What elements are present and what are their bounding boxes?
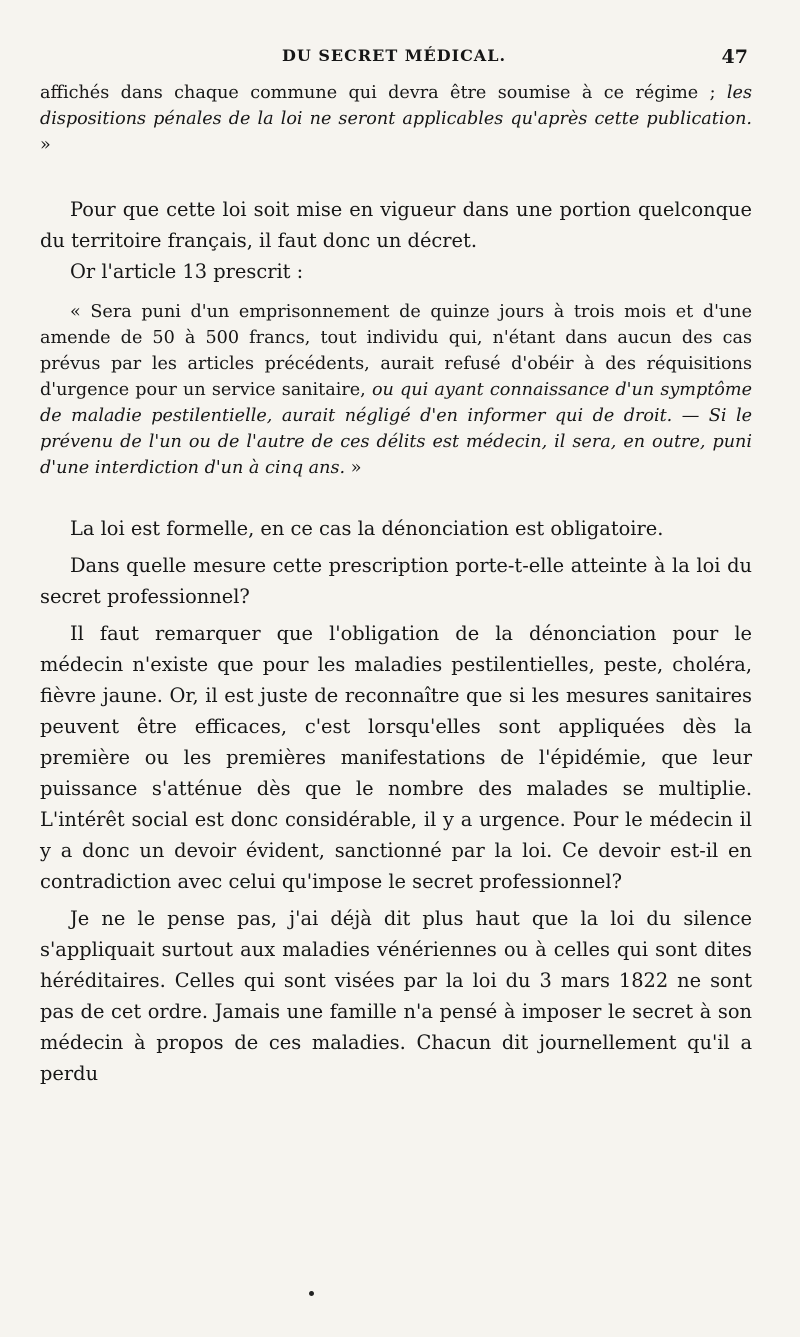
continued-text: affichés dans chaque commune qui devra être soumise à ce régime ;: [40, 83, 727, 103]
page-body: [40, 80, 752, 1089]
running-header: [40, 46, 748, 72]
paragraph-obligation: Il faut remarquer que l'obligation de la dénonciation pour le médecin n'existe que pour les maladies pestilentielles, peste, choléra, fièvre jaune. Or, il est juste de reconnaître que si les mesures sanitaires peuvent être efficaces, c'est lorsqu'elles sont appliquées dès la première ou les premières manifestations de l'épidémie, que leur puissance s'atténue dès que le nombre des malades se multiplie. L'intérêt social est donc considérable, il y a urgence. Pour le médecin il y a donc un devoir évident, sanctionné par la loi. Ce devoir est-il en contradiction avec celui qu'impose le secret professionnel?: [40, 622, 752, 893]
continued-close: »: [40, 135, 51, 155]
paragraph-decree: Pour que cette loi soit mise en vigueur dans une portion quelconque du territoire français, il faut donc un décret.: [40, 198, 752, 252]
quote-close: »: [345, 458, 362, 478]
continued-paragraph: [40, 80, 752, 158]
quoted-article: [40, 299, 752, 481]
paragraph-question: Dans quelle mesure cette prescription porte-t-elle atteinte à la loi du secret professionnel?: [40, 554, 752, 608]
quote-text: « Sera puni d'un emprisonnement de quinze jours à trois mois et d'une amende de 50 à 500 francs, tout individu qui, n'étant dans aucun des cas prévus par les articles précédents, aurait refusé d'obéir à des réquisitions d'urgence pour un service sanitaire,: [40, 302, 752, 400]
paragraph-silence: Je ne le pense pas, j'ai déjà dit plus haut que la loi du silence s'appliquait surtout aux maladies vénériennes ou à celles qui sont dites héréditaires. Celles qui sont visées par la loi du 3 mars 1822 ne sont pas de cet ordre. Jamais une famille n'a pensé à imposer le secret à son médecin à propos de ces maladies. Chacun dit journellement qu'il a perdu: [40, 907, 752, 1085]
continued-italic: les dispositions pénales de la loi ne seront applicables qu'après cette publication.: [40, 83, 752, 129]
paragraph-formal: La loi est formelle, en ce cas la dénonciation est obligatoire.: [70, 517, 664, 540]
paragraph-article: Or l'article 13 prescrit :: [70, 260, 304, 283]
page-number: 47: [721, 46, 748, 68]
running-title: DU SECRET MÉDICAL.: [281, 46, 507, 65]
ink-dot: [309, 1291, 314, 1296]
quote-italic: ou qui ayant connaissance d'un symptôme de maladie pestilentielle, aurait négligé d'en informer qui de droit. — Si le prévenu de l'un ou de l'autre de ces délits est médecin, il sera, en outre, puni d'une interdiction d'un à cinq ans.: [40, 380, 752, 478]
